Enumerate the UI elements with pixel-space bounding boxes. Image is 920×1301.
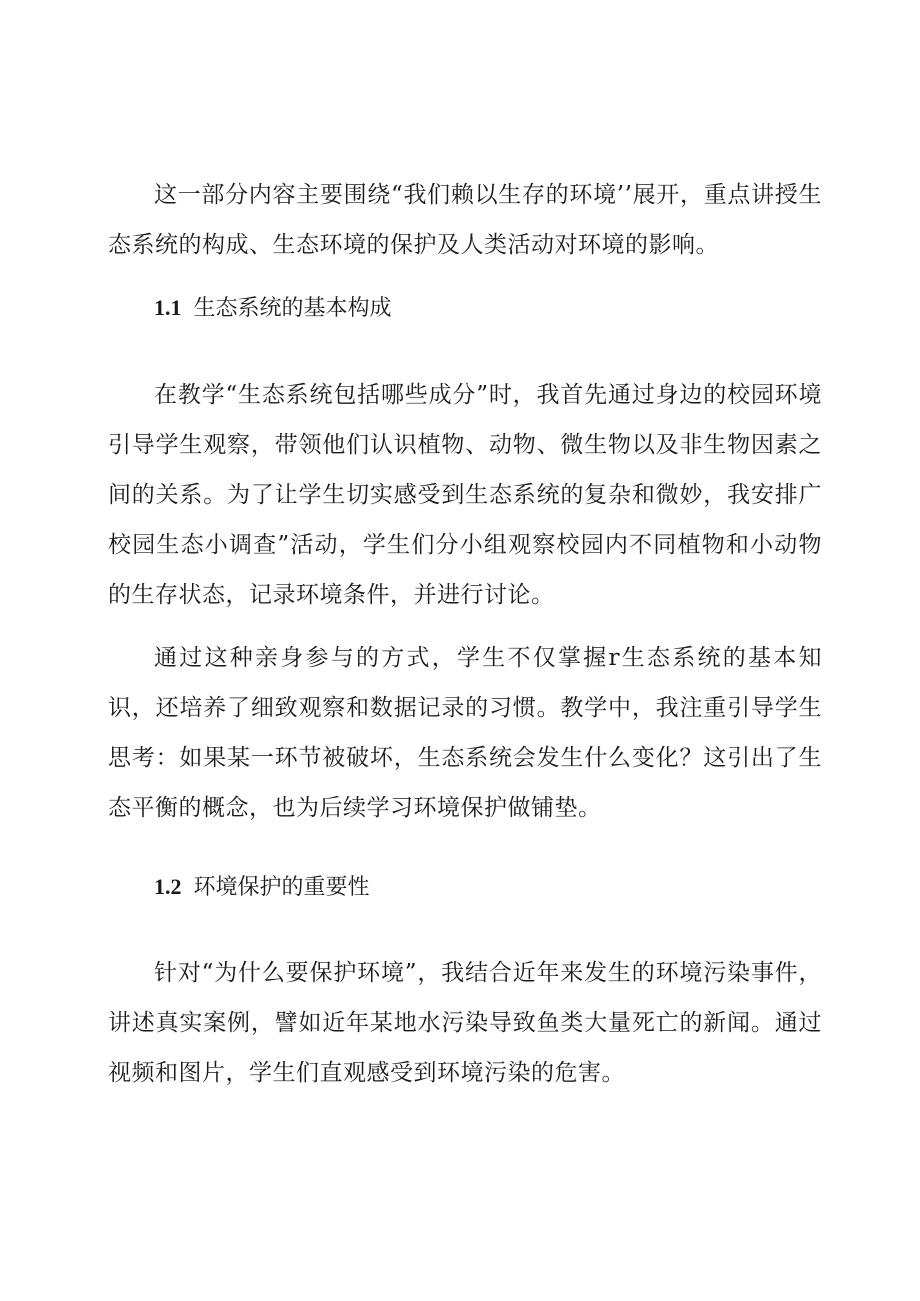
section-heading-1-1	[154, 293, 392, 324]
section-1-1-paragraph-2: 通过这种亲身参与的方式，学生不仅掌握r生态系统的基本知识，还培养了细致观察和数据记录的习惯。教学中，我注重引导学生思考：如果某一环节被破坏，生态系统会发生什么变化？这引出了生态平衡的概念，也为后续学习环境保护做铺垫。	[108, 645, 822, 821]
section-1-2-paragraph-1: 针对“为什么要保护环境”，我结合近年来发生的环境污染事件，讲述真实案例，譬如近年某地水污染导致鱼类大量死亡的新闻。通过视频和图片，学生们直观感受到环境污染的危害。	[108, 960, 822, 1086]
section-number: 1.1	[154, 295, 182, 320]
section-title: 环境保护的重要性	[193, 875, 370, 900]
section-title: 生态系统的基本构成	[193, 296, 392, 321]
section-1-1-paragraph-1: 在教学“生态系统包括哪些成分”时，我首先通过身边的校园环境引导学生观察，带领他们认识植物、动物、微生物以及非生物因素之间的关系。为了让学生切实感受到生态系统的复杂和微妙，我安排广校园生态小调查”活动，学生们分小组观察校园内不同植物和小动物的生存状态，记录环境条件，并进行讨论。	[108, 382, 822, 608]
section-heading-1-2	[154, 872, 370, 903]
intro-paragraph: 这一部分内容主要围绕“我们赖以生存的环境’’展开，重点讲授生态系统的构成、生态环境的保护及人类活动对环境的影响。	[108, 182, 822, 258]
section-number: 1.2	[154, 874, 182, 899]
